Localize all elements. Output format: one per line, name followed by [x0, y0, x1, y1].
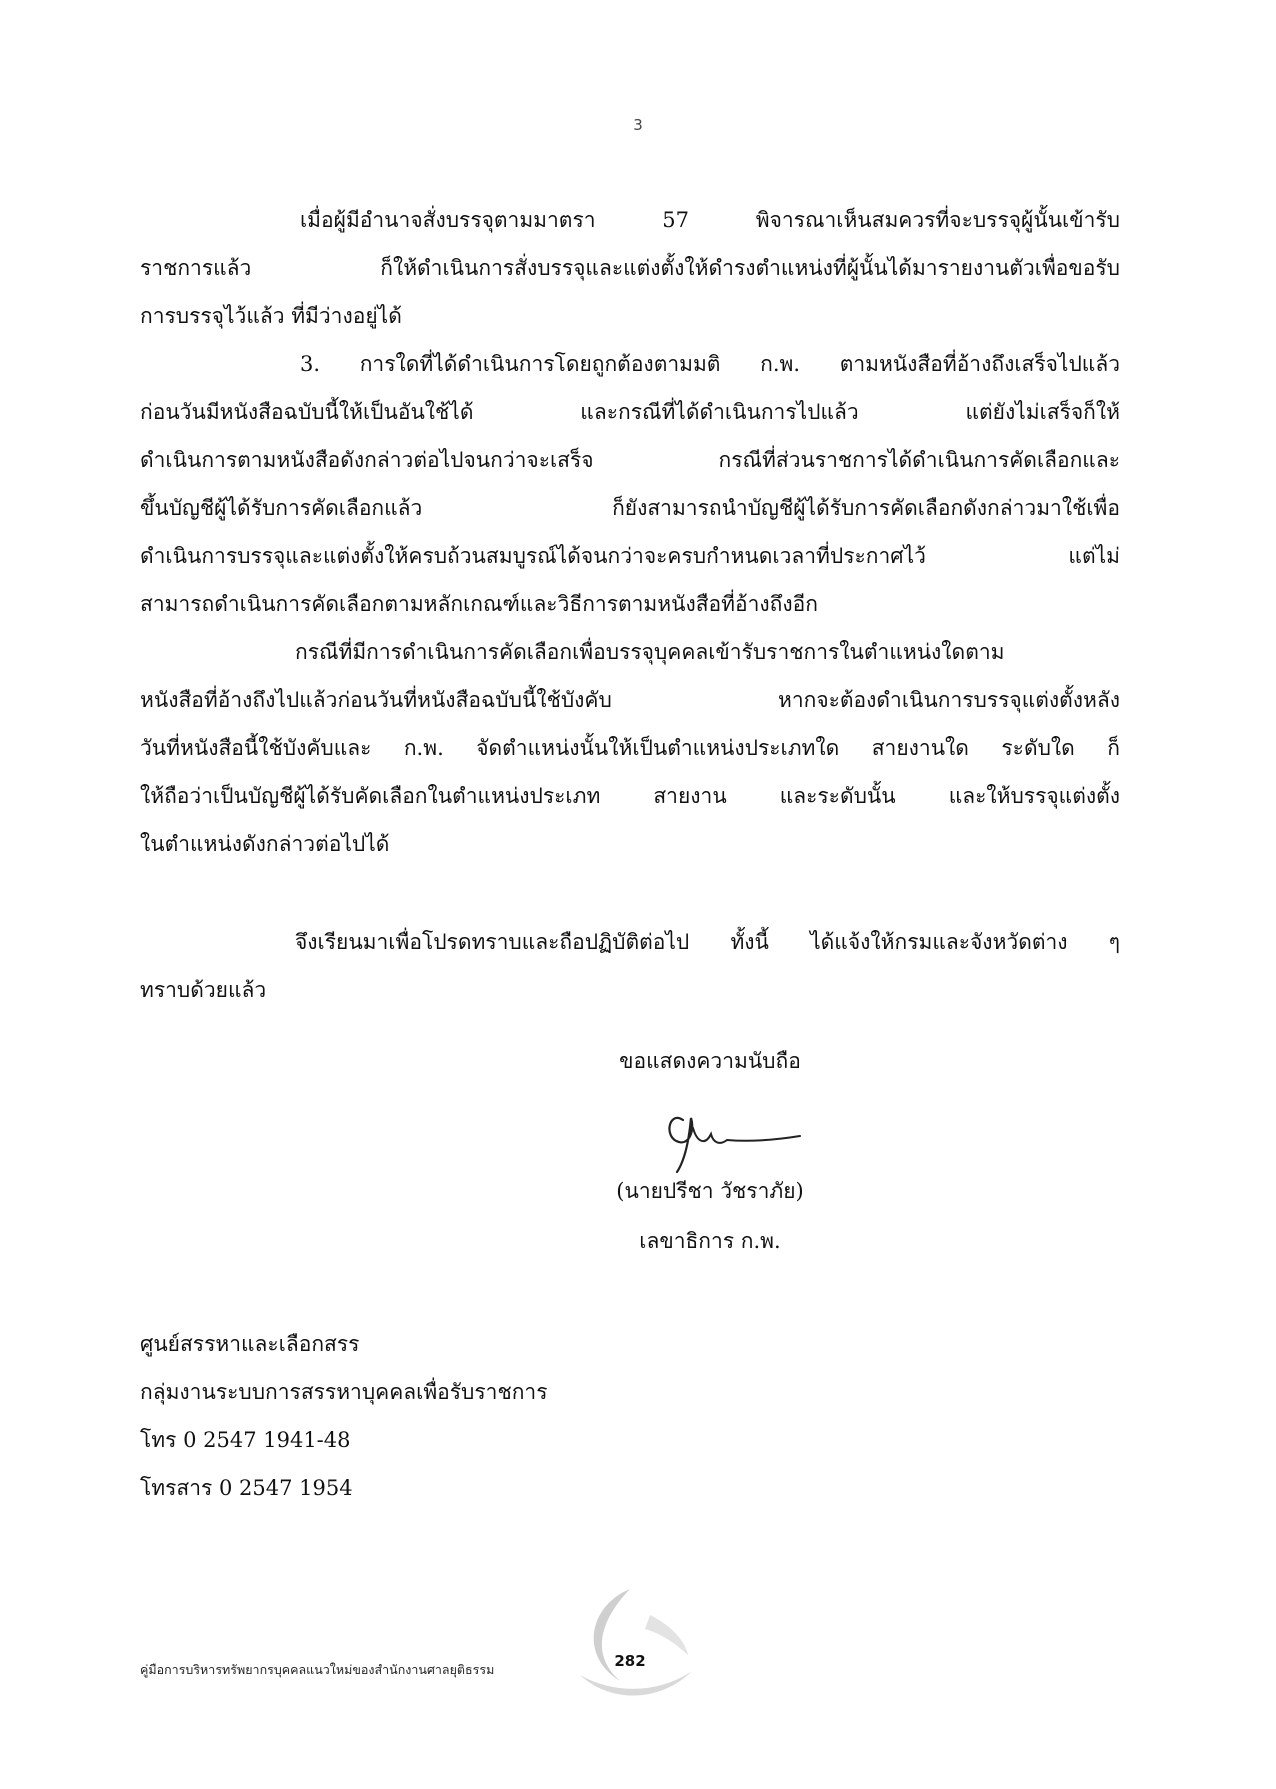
paragraph-line: การบรรจุไว้แล้ว ที่มีว่างอยู่ได้: [140, 304, 402, 328]
contact-office: ศูนย์สรรหาและเลือกสรร: [140, 1332, 360, 1356]
paragraph-line: ก่อนวันมีหนังสือฉบับนี้ให้เป็นอันใช้ได้ และกรณีที่ได้ดำเนินการไปแล้ว แต่ยังไม่เสร็จก็ให้: [140, 400, 1120, 424]
closing-salutation: ขอแสดงความนับถือ: [619, 1049, 801, 1073]
paragraph-line: เมื่อผู้มีอำนาจสั่งบรรจุตามมาตรา 57 พิจารณาเห็นสมควรที่จะบรรจุผู้นั้นเข้ารับ: [300, 208, 1120, 232]
signatory-position: เลขาธิการ ก.พ.: [639, 1229, 781, 1253]
signatory-block: [560, 1172, 860, 1260]
contact-phone: โทร 0 2547 1941-48: [140, 1428, 351, 1452]
paragraph-line: ดำเนินการตามหนังสือดังกล่าวต่อไปจนกว่าจะเสร็จ กรณีที่ส่วนราชการได้ดำเนินการคัดเลือกและ: [140, 448, 1120, 472]
paragraph-line: ให้ถือว่าเป็นบัญชีผู้ได้รับคัดเลือกในตำแหน่งประเภท สายงาน และระดับนั้น และให้บรรจุแต่งตั้ง: [140, 784, 1120, 808]
paragraph-line: ในตำแหน่งดังกล่าวต่อไปได้: [140, 832, 390, 856]
contact-division: กลุ่มงานระบบการสรรหาบุคคลเพื่อรับราชการ: [140, 1380, 548, 1404]
footer-page-number: 282: [614, 1652, 646, 1670]
paragraph-line: วันที่หนังสือนี้ใช้บังคับและ ก.พ. จัดตำแหน่งนั้นให้เป็นตำแหน่งประเภทใด สายงานใด ระดับใด ก็: [140, 736, 1120, 760]
swoosh-logo-icon: [560, 1585, 700, 1705]
paragraph-3: [140, 628, 1120, 868]
paragraph-line: สามารถดำเนินการคัดเลือกตามหลักเกณฑ์และวิธีการตามหนังสือที่อ้างถึงอีก: [140, 592, 818, 616]
paragraph-2: [140, 340, 1120, 628]
paragraph-line: กรณีที่มีการดำเนินการคัดเลือกเพื่อบรรจุบุคคลเข้ารับราชการในตำแหน่งใดตาม: [295, 640, 1005, 664]
handwritten-signature: [655, 1090, 805, 1175]
footer-title: คู่มือการบริหารทรัพยากรบุคคลแนวใหม่ของสำนักงานศาลยุติธรรม: [140, 1662, 495, 1677]
paragraph-line: จึงเรียนมาเพื่อโปรดทราบและถือปฏิบัติต่อไป ทั้งนี้ ได้แจ้งให้กรมและจังหวัดต่าง ๆ: [295, 930, 1120, 954]
contact-fax: โทรสาร 0 2547 1954: [140, 1476, 353, 1500]
paragraph-line: ดำเนินการบรรจุและแต่งตั้งให้ครบถ้วนสมบูรณ์ได้จนกว่าจะครบกำหนดเวลาที่ประกาศไว้ แต่ไม่: [140, 544, 1120, 568]
signatory-name: (นายปรีชา วัชราภัย): [616, 1179, 804, 1203]
paragraph-line: 3. การใดที่ได้ดำเนินการโดยถูกต้องตามมติ ก.พ. ตามหนังสือที่อ้างถึงเสร็จไปแล้ว: [300, 352, 1120, 376]
paragraph-4: [140, 918, 1120, 1014]
paragraph-line: ขึ้นบัญชีผู้ได้รับการคัดเลือกแล้ว ก็ยังสามารถนำบัญชีผู้ได้รับการคัดเลือกดังกล่าวมาใช้เพื่อ: [140, 496, 1120, 520]
paragraph-line: หนังสือที่อ้างถึงไปแล้วก่อนวันที่หนังสือฉบับนี้ใช้บังคับ หากจะต้องดำเนินการบรรจุแต่งตั้งหลัง: [140, 688, 1120, 712]
page-number: 3: [633, 116, 643, 134]
paragraph-1: [140, 196, 1120, 340]
paragraph-line: ทราบด้วยแล้ว: [140, 978, 267, 1002]
paragraph-line: ราชการแล้ว ก็ให้ดำเนินการสั่งบรรจุและแต่งตั้งให้ดำรงตำแหน่งที่ผู้นั้นได้มารายงานตัวเพื่อขอรับ: [140, 256, 1120, 280]
contact-info: [140, 1320, 548, 1512]
